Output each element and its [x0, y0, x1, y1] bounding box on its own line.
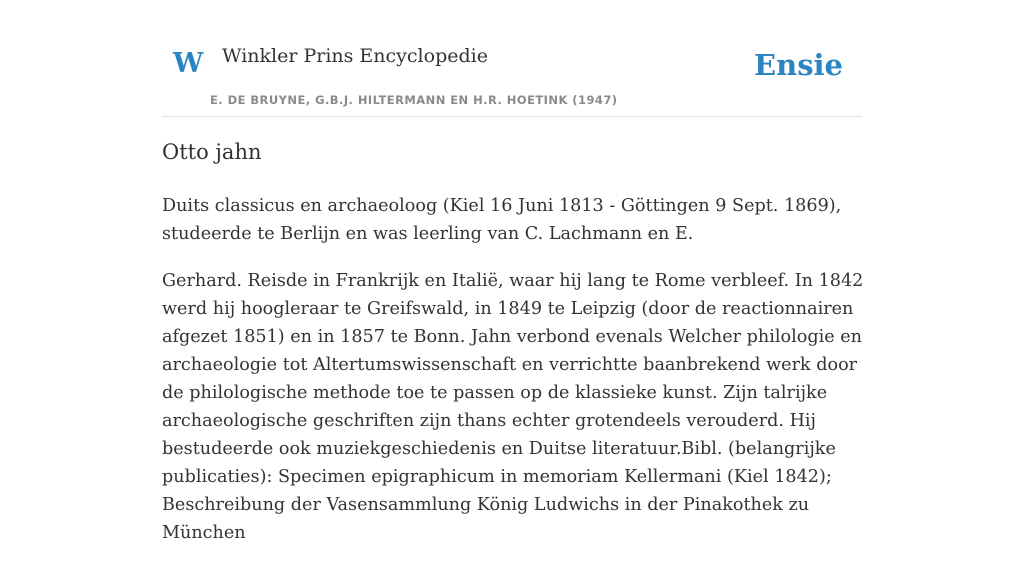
article-title: Otto jahn [162, 140, 262, 164]
article-body [162, 192, 864, 566]
source-logo[interactable]: W [173, 48, 204, 79]
source-title[interactable]: Winkler Prins Encyclopedie [222, 45, 488, 67]
article-paragraph: Gerhard. Reisde in Frankrijk en Italië, waar hij lang te Rome verbleef. In 1842 werd hij hoogleraar te Greifswald, in 1849 te Leipzig (door de reactionnairen afgezet 1851) en in 1857 te Bonn. Jahn verbond evenals Welcher philologie en archaeologie tot Altertumswissenschaft en verrichtte baanbrekend werk door de philologische methode toe te passen op de klassieke kunst. Zijn talrijke archaeologische geschriften zijn thans echter grotendeels verouderd. Hij bestudeerde ook muziekgeschiedenis en Duitse literatuur.Bibl. (belangrijke publicaties): Specimen epigraphicum in memoriam Kellermani (Kiel 1842); Beschreibung der Vasensammlung König Ludwichs in der Pinakothek zu München [162, 271, 864, 543]
brand-logo[interactable]: Ensie [754, 48, 843, 82]
article-paragraph: Duits classicus en archaeoloog (Kiel 16 Juni 1813 - Göttingen 9 Sept. 1869), studeerde te Berlijn en was leerling van C. Lachmann en E. [162, 196, 842, 244]
page-header [162, 0, 862, 117]
source-authors: E. DE BRUYNE, G.B.J. HILTERMANN EN H.R. HOETINK (1947) [210, 93, 618, 107]
